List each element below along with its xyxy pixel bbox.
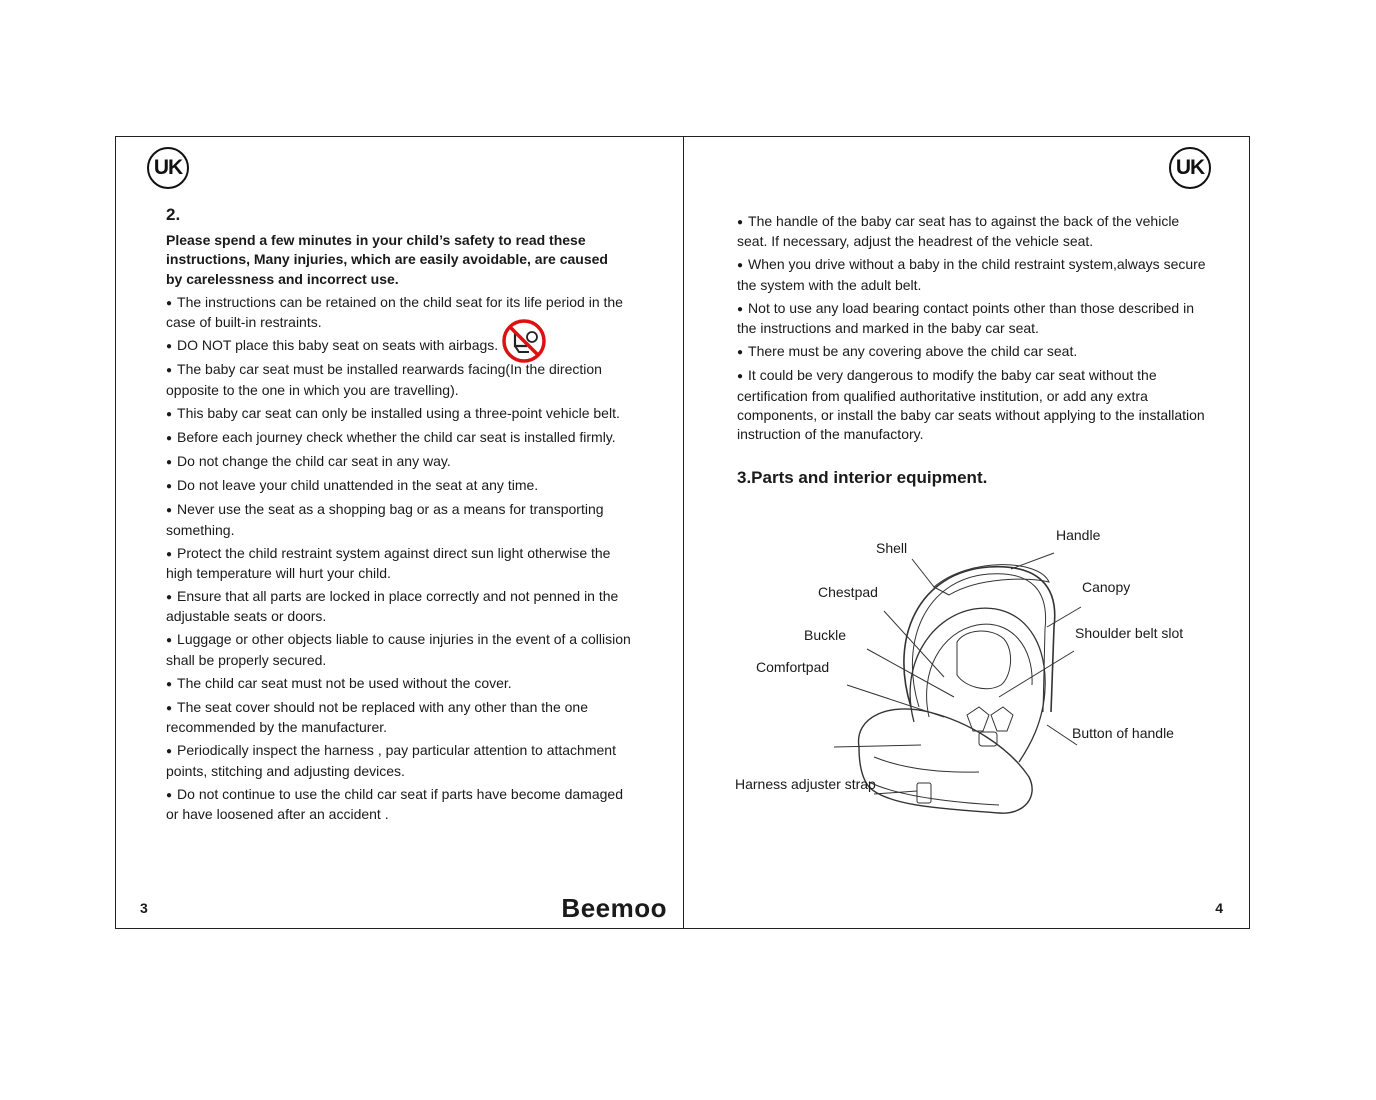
bullet-item: ● There must be any covering above the child car seat.: [737, 342, 1207, 362]
bullet-item: ● The seat cover should not be replaced with any other than the one recommended by the manufacturer.: [166, 698, 636, 738]
bullet-item: ● Do not leave your child unattended in the seat at any time.: [166, 476, 636, 496]
car-seat-parts-diagram: [729, 527, 1199, 837]
right-page: [683, 136, 1250, 929]
bullet-item: ● The baby car seat must be installed rearwards facing(In the direction opposite to the one in which you are travelling).: [166, 360, 636, 400]
uk-badge: UK: [147, 147, 189, 189]
bullet-item: ● Protect the child restraint system against direct sun light otherwise the high temperature will hurt your child.: [166, 544, 636, 584]
label-shoulder-belt-slot: Shoulder belt slot: [1075, 625, 1184, 641]
label-comfortpad: Comfortpad: [756, 659, 830, 675]
safety-intro: Please spend a few minutes in your child’s safety to read these instructions, Many injuries, which are easily avoidable, are caused by carelessness and incorrect use.: [166, 232, 608, 287]
parts-section-title: 3.Parts and interior equipment.: [737, 468, 988, 487]
label-button-of-handle: Button of handle: [1072, 725, 1174, 741]
label-handle: Handle: [1056, 527, 1101, 543]
bullet-item: ● The instructions can be retained on the child seat for its life period in the case of built-in restraints.: [166, 293, 636, 333]
label-buckle: Buckle: [804, 627, 847, 643]
bullet-item: ● The child car seat must not be used without the cover.: [166, 674, 636, 694]
bullet-item: ● Before each journey check whether the child car seat is installed firmly.: [166, 428, 636, 448]
bullet-item: ● Never use the seat as a shopping bag or as a means for transporting something.: [166, 500, 636, 540]
bullet-item: ● Not to use any load bearing contact points other than those described in the instructions and marked in the baby car seat.: [737, 299, 1207, 339]
bullet-item: ● When you drive without a baby in the child restraint system,always secure the system with the adult belt.: [737, 255, 1207, 295]
left-page: [115, 136, 684, 929]
bullet-item: ● DO NOT place this baby seat on seats with airbags.: [166, 336, 636, 356]
page-number: 3: [140, 900, 148, 916]
bullet-item: ● Do not change the child car seat in any way.: [166, 452, 636, 472]
bullet-item: ● It could be very dangerous to modify the baby car seat without the certification from qualified authoritative institution, or add any extra components, or install the baby car seats without applying to the installation instruction of the manufactory.: [737, 366, 1207, 444]
label-canopy: Canopy: [1082, 579, 1131, 595]
section-number: 2.: [166, 205, 181, 224]
bullet-item: ● The handle of the baby car seat has to against the back of the vehicle seat. If necessary, adjust the headrest of the vehicle seat.: [737, 212, 1207, 252]
bullet-item: ● This baby car seat can only be installed using a three-point vehicle belt.: [166, 404, 636, 424]
bullet-item: ● Do not continue to use the child car seat if parts have become damaged or have loosened after an accident .: [166, 785, 636, 825]
safety-bullet-list: [166, 293, 636, 828]
label-chestpad: Chestpad: [818, 584, 878, 600]
brand-logo: Beemoo: [561, 893, 667, 923]
bullet-item: ● Ensure that all parts are locked in place correctly and not penned in the adjustable seats or doors.: [166, 587, 636, 627]
label-shell: Shell: [876, 540, 908, 556]
label-harness-adjuster-strap: Harness adjuster strap: [735, 776, 876, 792]
bullet-item: ● Luggage or other objects liable to cause injuries in the event of a collision shall be properly secured.: [166, 630, 636, 670]
safety-bullet-list: [737, 212, 1207, 448]
bullet-item: ● Periodically inspect the harness , pay particular attention to attachment points, stitching and adjusting devices.: [166, 741, 636, 781]
uk-badge: UK: [1169, 147, 1211, 189]
page-number: 4: [1215, 900, 1223, 916]
no-airbag-warning-icon: [502, 319, 546, 363]
